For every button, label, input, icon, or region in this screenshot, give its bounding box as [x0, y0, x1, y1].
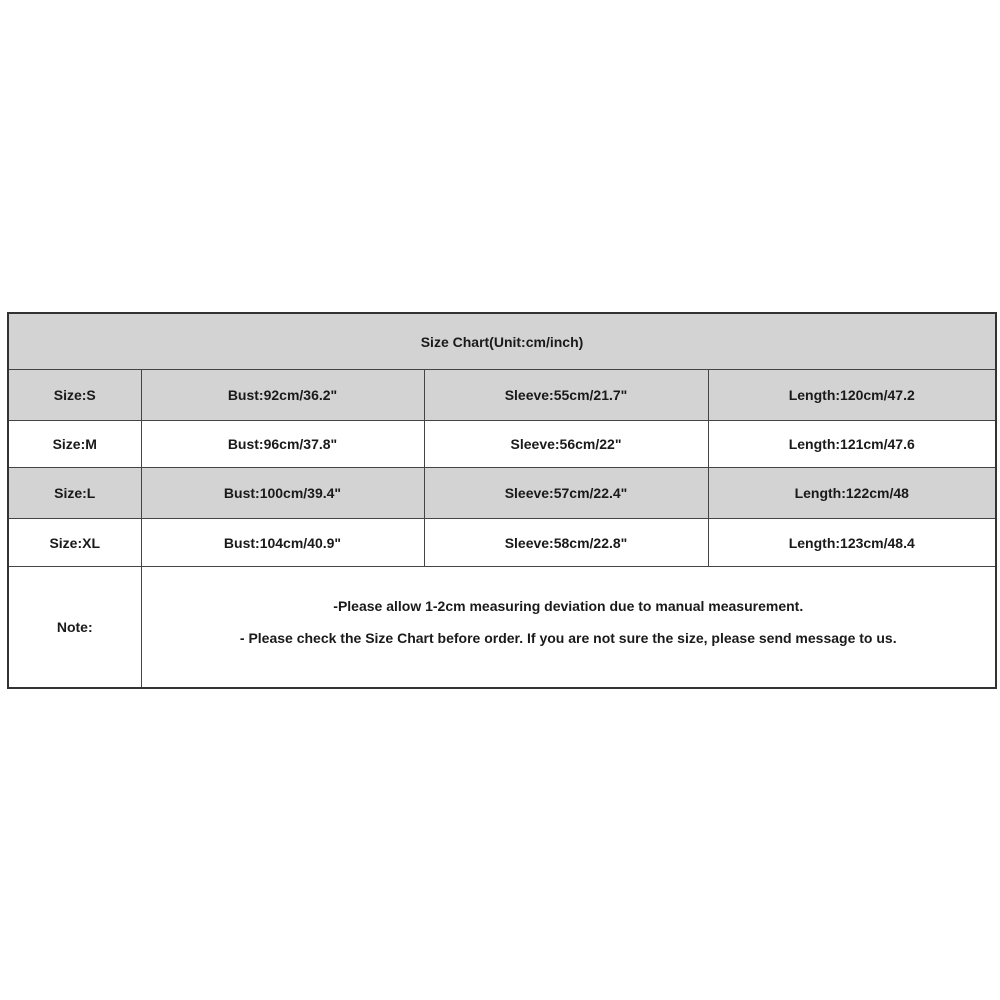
length-cell: Length:120cm/47.2	[708, 370, 996, 421]
sleeve-cell: Sleeve:57cm/22.4"	[424, 468, 708, 519]
table-row	[8, 421, 996, 468]
length-cell: Length:123cm/48.4	[708, 519, 996, 567]
bust-cell: Bust:96cm/37.8"	[141, 421, 424, 468]
bust-cell: Bust:92cm/36.2"	[141, 370, 424, 421]
bust-cell: Bust:104cm/40.9"	[141, 519, 424, 567]
bust-cell: Bust:100cm/39.4"	[141, 468, 424, 519]
note-content	[141, 567, 996, 689]
size-cell: Size:S	[8, 370, 141, 421]
sleeve-cell: Sleeve:56cm/22"	[424, 421, 708, 468]
size-chart-title: Size Chart(Unit:cm/inch)	[8, 313, 996, 370]
length-cell: Length:121cm/47.6	[708, 421, 996, 468]
table-row	[8, 468, 996, 519]
table-row	[8, 519, 996, 567]
size-cell: Size:XL	[8, 519, 141, 567]
note-row	[8, 567, 996, 689]
sleeve-cell: Sleeve:58cm/22.8"	[424, 519, 708, 567]
size-cell: Size:M	[8, 421, 141, 468]
note-line: - Please check the Size Chart before order. If you are not sure the size, please send message to us.	[239, 630, 897, 646]
size-chart-title-row	[8, 313, 996, 370]
size-cell: Size:L	[8, 468, 141, 519]
length-cell: Length:122cm/48	[708, 468, 996, 519]
note-line: -Please allow 1-2cm measuring deviation due to manual measurement.	[333, 598, 804, 614]
sleeve-cell: Sleeve:55cm/21.7"	[424, 370, 708, 421]
size-chart-table	[7, 312, 997, 689]
note-label: Note:	[8, 567, 141, 689]
table-row	[8, 370, 996, 421]
